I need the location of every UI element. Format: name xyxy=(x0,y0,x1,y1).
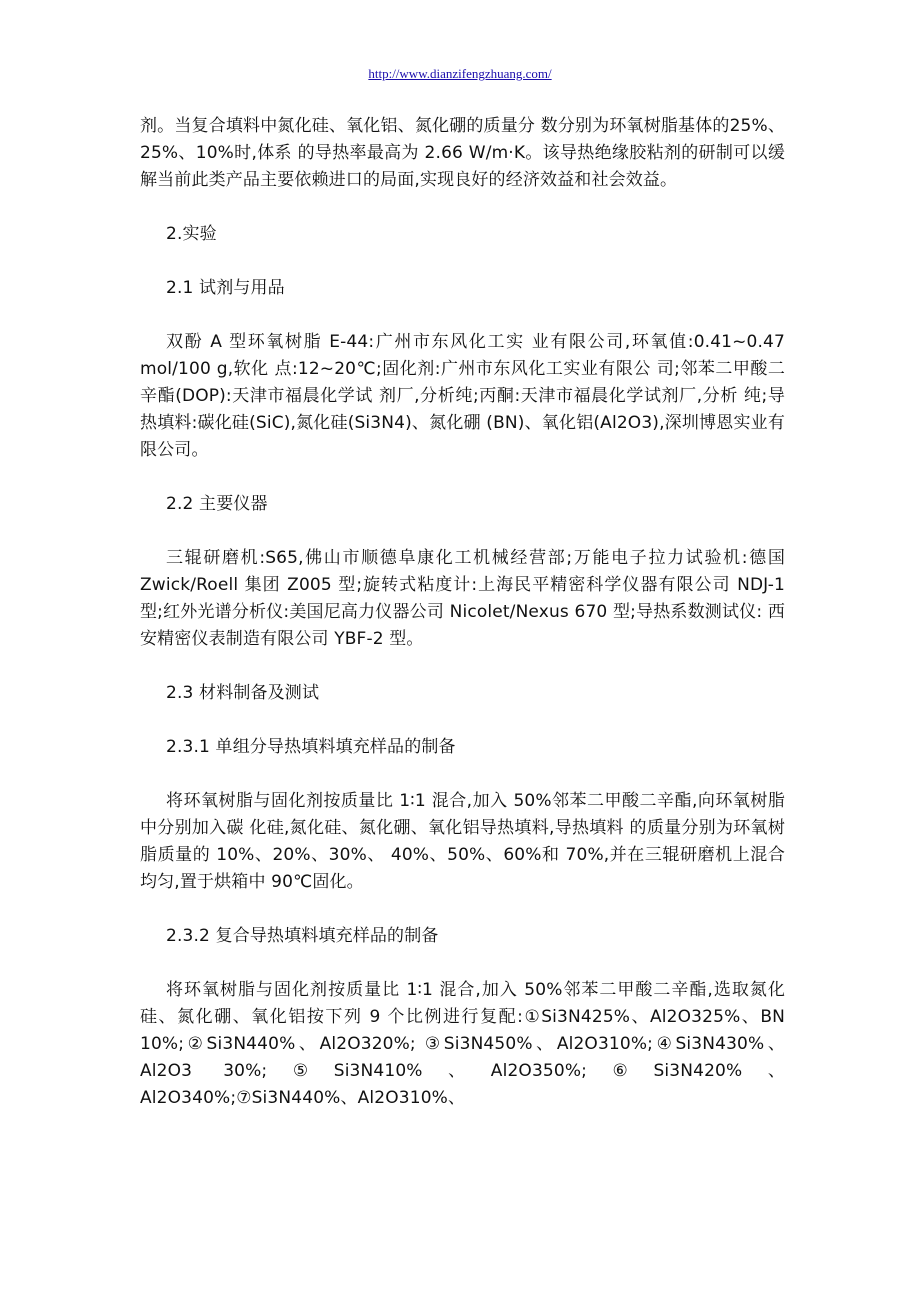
paragraph-composite-filler: 将环氧树脂与固化剂按质量比 1∶1 混合,加入 50%邻苯二甲酸二辛酯,选取氮化硅、氮化硼、氧化铝按下列 9 个比例进行复配:①Si3N425%、Al2O325%、BN 10%;②Si3N440%、Al2O320%; ③Si3N450%、Al2O310%;④Si3N430%、Al2O3 30%;⑤Si3N410%、Al2O350%;⑥Si3N420%、 Al2O340%;⑦Si3N440%、Al2O310%、 xyxy=(140,980,785,1108)
heading-section-2-2: 2.2 主要仪器 xyxy=(166,494,268,514)
paragraph-intro: 剂。当复合填料中氮化硅、氧化铝、氮化硼的质量分 数分别为环氧树脂基体的25%、25%、10%时,体系 的导热率最高为 2.66 W/m·K。该导热绝缘胶粘剂的研制可以缓解当前此类产品主要依赖进口的局面,实现良好的经济效益和社会效益。 xyxy=(140,116,785,190)
heading-section-2: 2.实验 xyxy=(166,224,217,244)
document-body xyxy=(140,113,785,1112)
paragraph-single-filler: 将环氧树脂与固化剂按质量比 1∶1 混合,加入 50%邻苯二甲酸二辛酯,向环氧树脂中分别加入碳 化硅,氮化硅、氮化硼、氧化铝导热填料,导热填料 的质量分别为环氧树脂质量的 10%、20%、30%、 40%、50%、60%和 70%,并在三辊研磨机上混合均匀,置于烘箱中 90℃固化。 xyxy=(140,791,785,892)
heading-section-2-3-2: 2.3.2 复合导热填料填充样品的制备 xyxy=(166,926,439,946)
heading-section-2-1: 2.1 试剂与用品 xyxy=(166,278,285,298)
heading-section-2-3-1: 2.3.1 单组分导热填料填充样品的制备 xyxy=(166,737,456,757)
header-url-link[interactable]: http://www.dianzifengzhuang.com/ xyxy=(368,66,552,81)
paragraph-reagents: 双酚 A 型环氧树脂 E-44:广州市东风化工实 业有限公司,环氧值:0.41~0.47 mol/100 g,软化 点:12~20℃;固化剂:广州市东风化工实业有限公 司;邻苯二甲酸二辛酯(DOP):天津市福晨化学试 剂厂,分析纯;丙酮:天津市福晨化学试剂厂,分析 纯;导热填料:碳化硅(SiC),氮化硅(Si3N4)、氮化硼 (BN)、氧化铝(Al2O3),深圳博恩实业有限公司。 xyxy=(140,332,785,460)
paragraph-instruments: 三辊研磨机:S65,佛山市顺德阜康化工机械经营部;万能电子拉力试验机:德国 Zwick/Roell 集团 Z005 型;旋转式粘度计:上海民平精密科学仪器有限公司 NDJ-1 型;红外光谱分析仪:美国尼高力仪器公司 Nicolet/Nexus 670 型;导热系数测试仪: 西安精密仪表制造有限公司 YBF-2 型。 xyxy=(140,548,785,649)
heading-section-2-3: 2.3 材料制备及测试 xyxy=(166,683,320,703)
